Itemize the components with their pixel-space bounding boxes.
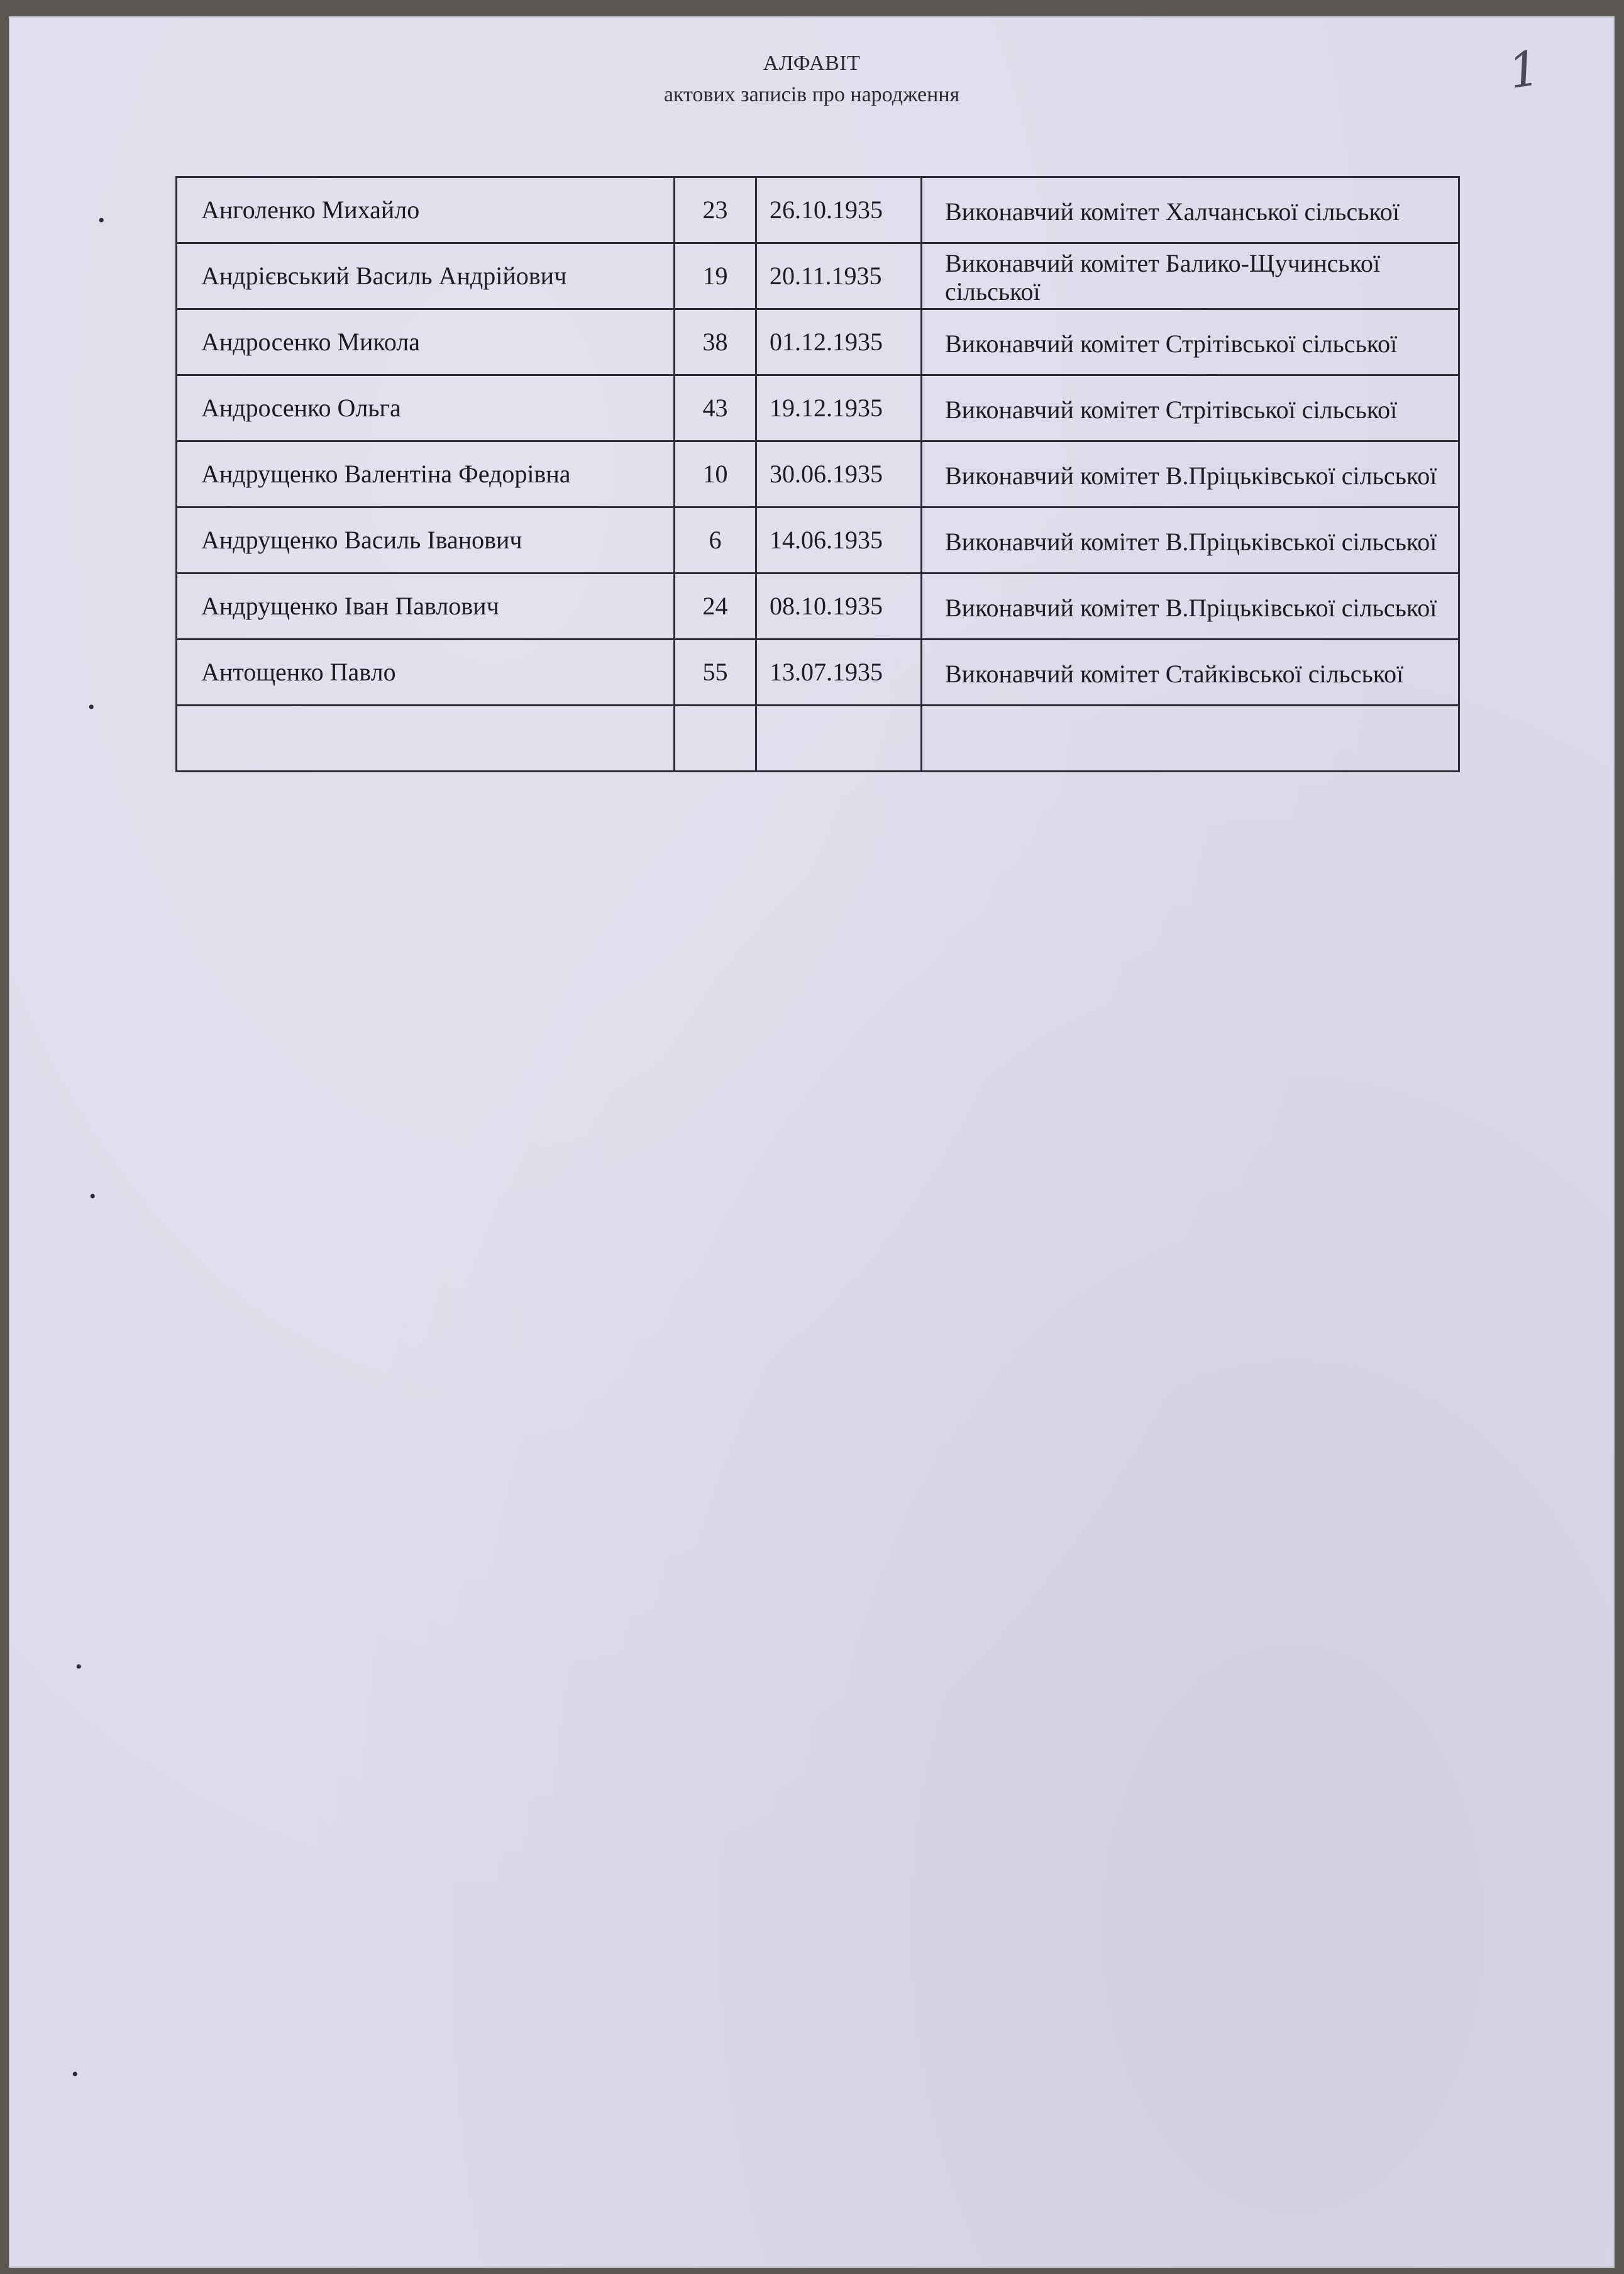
- table-row: [177, 177, 1459, 243]
- record-number-cell: 24: [675, 574, 756, 640]
- table-row: [177, 309, 1459, 375]
- date-cell: 19.12.1935: [756, 375, 922, 441]
- table-row: [177, 574, 1459, 640]
- table-row: [177, 640, 1459, 706]
- record-number-cell: 55: [675, 640, 756, 706]
- table-row: [177, 441, 1459, 507]
- organ-cell: Виконавчий комітет Стрітівської сільської: [922, 309, 1459, 375]
- record-number-cell: 6: [675, 507, 756, 574]
- record-number-cell: 19: [675, 243, 756, 309]
- document-subtitle: актових записів про народження: [663, 83, 960, 106]
- date-cell: 30.06.1935: [756, 441, 922, 507]
- document-title: АЛФАВІТ: [763, 52, 861, 75]
- record-number-cell: [675, 706, 756, 772]
- name-cell: Андрущенко Іван Павлович: [177, 574, 675, 640]
- name-cell: Андросенко Микола: [177, 309, 675, 375]
- date-cell: [756, 706, 922, 772]
- record-number-cell: 43: [675, 375, 756, 441]
- date-cell: 20.11.1935: [756, 243, 922, 309]
- document-page: [9, 16, 1615, 2268]
- organ-cell: Виконавчий комітет Халчанської сільської: [922, 177, 1459, 243]
- organ-cell: Виконавчий комітет В.Пріцьківської сільської: [922, 574, 1459, 640]
- table-row-empty: [177, 706, 1459, 772]
- organ-cell: Виконавчий комітет В.Пріцьківської сільської: [922, 441, 1459, 507]
- punch-mark-icon: •: [75, 1656, 82, 1677]
- organ-cell: Виконавчий комітет В.Пріцьківської сільської: [922, 507, 1459, 574]
- date-cell: 08.10.1935: [756, 574, 922, 640]
- name-cell: [177, 706, 675, 772]
- table-row: [177, 507, 1459, 574]
- organ-cell: Виконавчий комітет Стрітівської сільської: [922, 375, 1459, 441]
- table-row: [177, 243, 1459, 309]
- handwritten-page-number: 1: [1505, 40, 1543, 99]
- organ-cell: Виконавчий комітет Балико-Щучинської сільської: [922, 243, 1459, 309]
- records-table: [175, 176, 1460, 772]
- punch-mark-icon: •: [88, 697, 95, 718]
- date-cell: 01.12.1935: [756, 309, 922, 375]
- date-cell: 26.10.1935: [756, 177, 922, 243]
- punch-mark-icon: •: [98, 210, 105, 231]
- organ-cell: [922, 706, 1459, 772]
- name-cell: Антощенко Павло: [177, 640, 675, 706]
- record-number-cell: 38: [675, 309, 756, 375]
- record-number-cell: 10: [675, 441, 756, 507]
- table-row: [177, 375, 1459, 441]
- date-cell: 14.06.1935: [756, 507, 922, 574]
- name-cell: Андрієвський Василь Андрійович: [177, 243, 675, 309]
- name-cell: Андрущенко Валентіна Федорівна: [177, 441, 675, 507]
- date-cell: 13.07.1935: [756, 640, 922, 706]
- punch-mark-icon: •: [89, 1186, 96, 1207]
- name-cell: Анголенко Михайло: [177, 177, 675, 243]
- name-cell: Андрущенко Василь Іванович: [177, 507, 675, 574]
- name-cell: Андросенко Ольга: [177, 375, 675, 441]
- record-number-cell: 23: [675, 177, 756, 243]
- punch-mark-icon: •: [72, 2064, 79, 2085]
- organ-cell: Виконавчий комітет Стайківської сільської: [922, 640, 1459, 706]
